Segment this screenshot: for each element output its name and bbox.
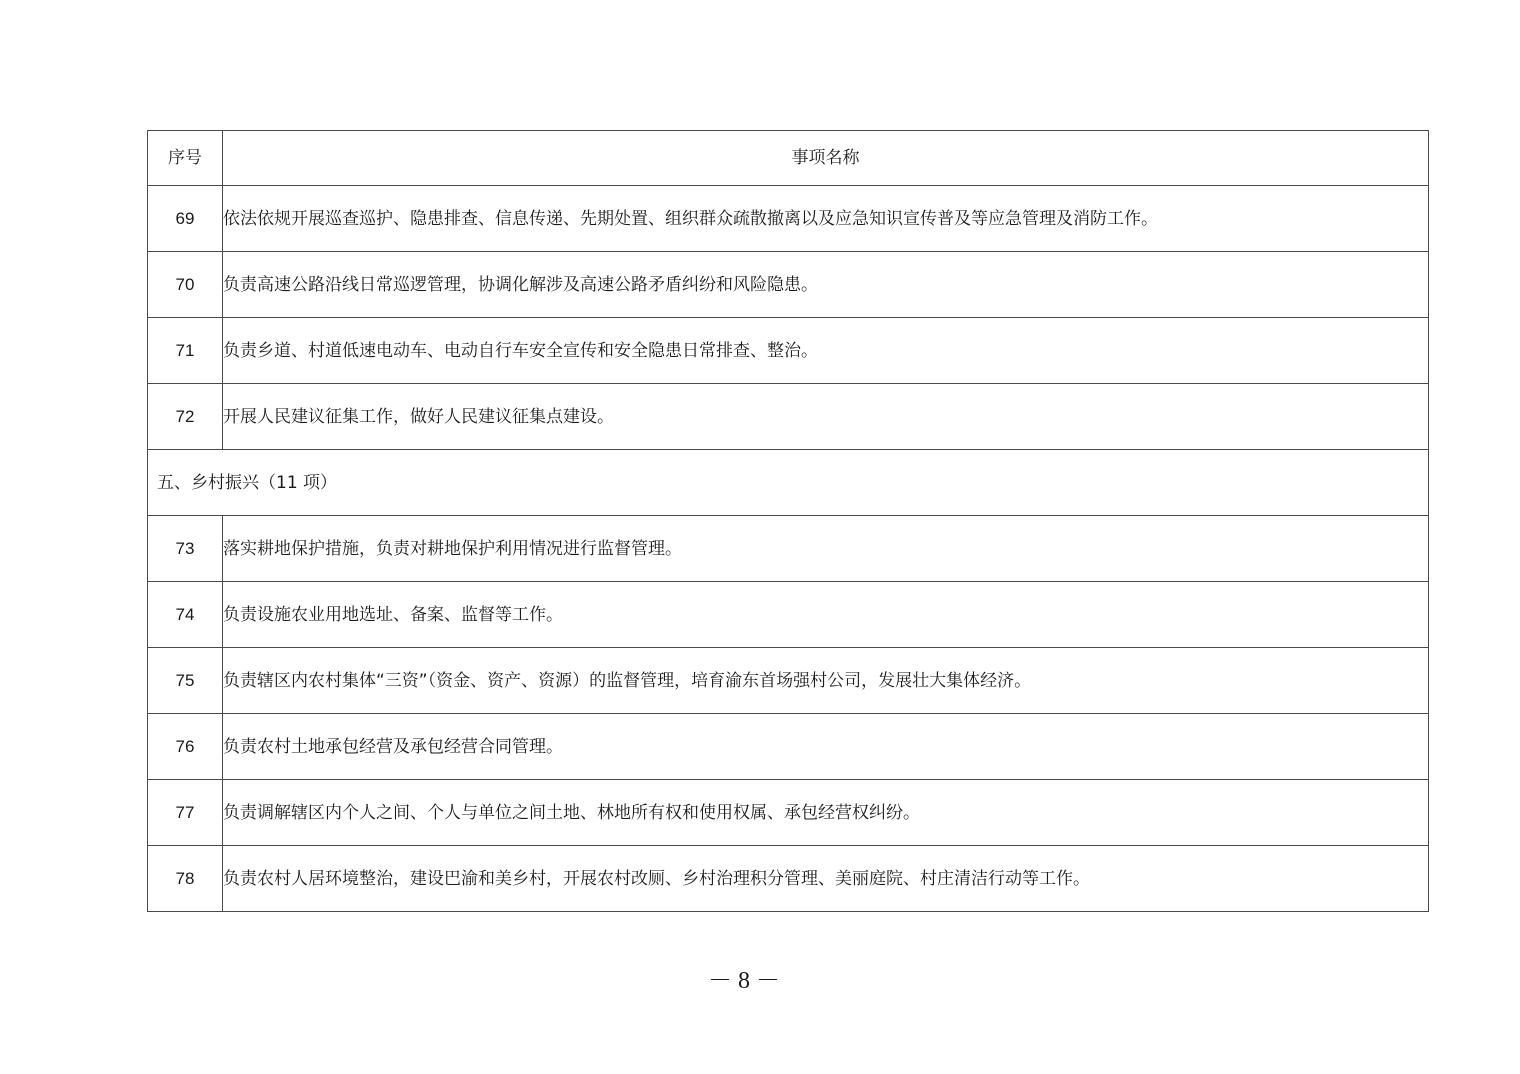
row-number: 75 (148, 648, 223, 714)
row-number: 72 (148, 384, 223, 450)
row-number: 74 (148, 582, 223, 648)
table-row (148, 516, 1429, 582)
row-number: 70 (148, 252, 223, 318)
table-row (148, 384, 1429, 450)
header-name: 事项名称 (223, 131, 1429, 186)
table-row (148, 318, 1429, 384)
page-number: － 8 － (708, 968, 780, 994)
row-text: 依法依规开展巡查巡护、隐患排查、信息传递、先期处置、组织群众疏散撤离以及应急知识宣传普及等应急管理及消防工作。 (223, 186, 1429, 252)
row-text: 落实耕地保护措施，负责对耕地保护利用情况进行监督管理。 (223, 516, 1429, 582)
table-row (148, 648, 1429, 714)
table-row (148, 846, 1429, 912)
row-text: 负责设施农业用地选址、备案、监督等工作。 (223, 582, 1429, 648)
row-text: 负责乡道、村道低速电动车、电动自行车安全宣传和安全隐患日常排查、整治。 (223, 318, 1429, 384)
table-row (148, 186, 1429, 252)
row-number: 77 (148, 780, 223, 846)
items-table (147, 130, 1429, 912)
table-row (148, 582, 1429, 648)
table-row (148, 252, 1429, 318)
row-number: 69 (148, 186, 223, 252)
row-number: 78 (148, 846, 223, 912)
row-number: 76 (148, 714, 223, 780)
row-text: 开展人民建议征集工作，做好人民建议征集点建设。 (223, 384, 1429, 450)
header-no: 序号 (148, 131, 223, 186)
row-text: 负责农村土地承包经营及承包经营合同管理。 (223, 714, 1429, 780)
section-heading-row (148, 450, 1429, 516)
row-number: 73 (148, 516, 223, 582)
section-heading: 五、乡村振兴（11 项） (148, 450, 1429, 516)
row-number: 71 (148, 318, 223, 384)
row-text: 负责调解辖区内个人之间、个人与单位之间土地、林地所有权和使用权属、承包经营权纠纷。 (223, 780, 1429, 846)
table-row (148, 714, 1429, 780)
row-text: 负责高速公路沿线日常巡逻管理，协调化解涉及高速公路矛盾纠纷和风险隐患。 (223, 252, 1429, 318)
row-text: 负责农村人居环境整治，建设巴渝和美乡村，开展农村改厕、乡村治理积分管理、美丽庭院、村庄清洁行动等工作。 (223, 846, 1429, 912)
row-text: 负责辖区内农村集体“三资”（资金、资产、资源）的监督管理，培育渝东首场强村公司，发展壮大集体经济。 (223, 648, 1429, 714)
table-row (148, 780, 1429, 846)
table-header-row (148, 131, 1429, 186)
